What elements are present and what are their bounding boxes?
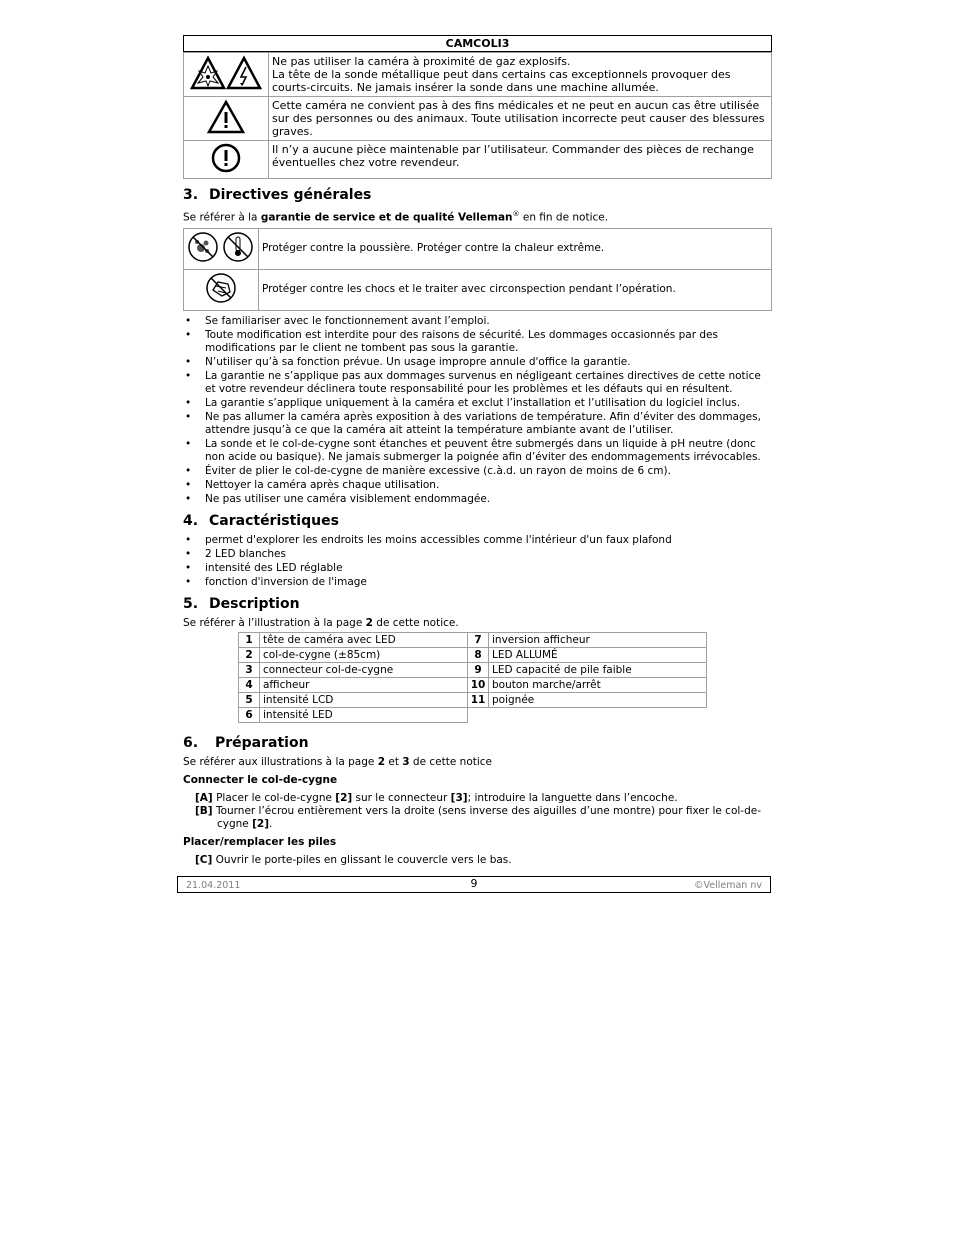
instruction-step: [B] Tourner l’écrou entièrement vers la droite (sens inverse des aiguilles d’une montre) pour fixer le col-de-cygne [2]. (195, 804, 762, 830)
instruction-step: [C] Ouvrir le porte-piles en glissant le couvercle vers le bas. (195, 853, 512, 866)
list-item: • Nettoyer la caméra après chaque utilisation. (183, 479, 772, 492)
warning-row (184, 53, 772, 97)
description-table (238, 632, 707, 723)
table-row: 5 intensité LCD 11 poignée (239, 692, 707, 707)
warning-text-line: La tête de la sonde métallique peut dans certains cas exceptionnels provoquer des courts-circuits. Ne jamais insérer la sonde dans une machine allumée. (272, 68, 731, 94)
safety-warnings-table (183, 52, 772, 179)
table-row: 3 connecteur col-de-cygne 9 LED capacité de pile faible (239, 662, 707, 677)
section-heading: 4. Caractéristiques (183, 512, 339, 529)
table-row: 2 col-de-cygne (±85cm) 8 LED ALLUMÉ (239, 647, 707, 662)
table-row: 6 intensité LED (239, 707, 707, 722)
document-header: CAMCOLI3 (183, 35, 772, 52)
table-row: 1 tête de caméra avec LED 7 inversion afficheur (239, 632, 707, 647)
section-intro: Se référer aux illustrations à la page 2 et 3 de cette notice (183, 755, 493, 768)
guideline-row (184, 269, 772, 310)
explosion-icon (190, 55, 262, 91)
no-heat-icon (224, 233, 252, 261)
exclamation-circle-icon (209, 143, 243, 173)
guideline-text: Protéger contre la poussière. Protéger contre la chaleur extrême. (259, 228, 772, 269)
manual-page (183, 35, 772, 867)
subsection-heading: Connecter le col-de-cygne (183, 773, 338, 786)
section-heading: 6. Préparation (183, 734, 309, 751)
subsection-heading: Placer/remplacer les piles (183, 835, 337, 848)
page-number: 9 (470, 877, 478, 890)
warning-text-line: Il n’y a aucune pièce maintenable par l’utilisateur. Commander des pièces de rechange éventuelles chez votre revendeur. (272, 143, 754, 169)
list-item: • Éviter de plier le col-de-cygne de manière excessive (c.à.d. un rayon de moins de 6 cm). (183, 465, 772, 478)
guideline-text: Protéger contre les chocs et le traiter avec circonspection pendant l’opération. (259, 269, 772, 310)
list-item: • Ne pas utiliser une caméra visiblement endommagée. (183, 493, 772, 506)
no-shock-icon (204, 272, 238, 304)
section-heading: 5. Description (183, 595, 300, 612)
list-item: • 2 LED blanches (183, 548, 772, 561)
section-heading: 3. Directives générales (183, 187, 372, 203)
list-item: • permet d'explorer les endroits les moins accessibles comme l'intérieur d'un faux plafond (183, 534, 772, 547)
list-item: • intensité des LED réglable (183, 562, 772, 575)
page-footer (177, 876, 771, 893)
features-list (183, 534, 772, 589)
list-item: • La garantie s’applique uniquement à la caméra et exclut l’installation et l’utilisation du logiciel inclus. (183, 397, 772, 410)
list-item: • La sonde et le col-de-cygne sont étanches et peuvent être submergés dans un liquide à pH neutre (donc non acide ou basique). Ne jamais submerger la poignée afin d’éviter des endommagements irrévocables. (183, 438, 772, 464)
list-item: • Ne pas allumer la caméra après exposition à des variations de température. Afin d’éviter des dommages, attendre jusqu’à ce que la caméra ait atteint la température ambiante avant de l’utiliser. (183, 411, 772, 437)
list-item: • Toute modification est interdite pour des raisons de sécurité. Les dommages occasionnés par des modifications par le client ne tombent pas sous la garantie. (183, 329, 772, 355)
warning-text-line: Cette caméra ne convient pas à des fins médicales et ne peut en aucun cas être utilisée sur des personnes ou des animaux. Toute utilisation incorrecte peut causer des blessures graves. (272, 99, 765, 138)
guideline-row (184, 228, 772, 269)
footer-copyright: ©Velleman nv (694, 880, 762, 891)
no-dust-icon (189, 233, 217, 261)
list-item: • fonction d'inversion de l'image (183, 576, 772, 589)
general-guidelines-table (183, 228, 772, 311)
section-intro: Se référer à l’illustration à la page 2 de cette notice. (183, 616, 459, 629)
electric-hazard-icon (228, 58, 260, 88)
list-item: • N’utiliser qu’à sa fonction prévue. Un usage impropre annule d'office la garantie. (183, 356, 772, 369)
instruction-step: [A] Placer le col-de-cygne [2] sur le connecteur [3]; introduire la languette dans l’encoche. (195, 791, 678, 804)
list-item: • Se familiariser avec le fonctionnement avant l’emploi. (183, 315, 772, 328)
section-intro: Se référer à la garantie de service et de qualité Velleman® en fin de notice. (183, 210, 609, 224)
warning-text-line: Ne pas utiliser la caméra à proximité de gaz explosifs. (272, 55, 571, 68)
table-row: 4 afficheur 10 bouton marche/arrêt (239, 677, 707, 692)
warning-row (184, 141, 772, 179)
footer-date: 21.04.2011 (186, 880, 241, 891)
guidelines-list (183, 315, 772, 506)
warning-triangle-icon (206, 99, 246, 135)
list-item: • La garantie ne s’applique pas aux dommages survenus en négligeant certaines directives de cette notice et votre revendeur déclinera toute responsabilité pour les problèmes et les défauts qui en résultent. (183, 370, 772, 396)
warning-row (184, 97, 772, 141)
